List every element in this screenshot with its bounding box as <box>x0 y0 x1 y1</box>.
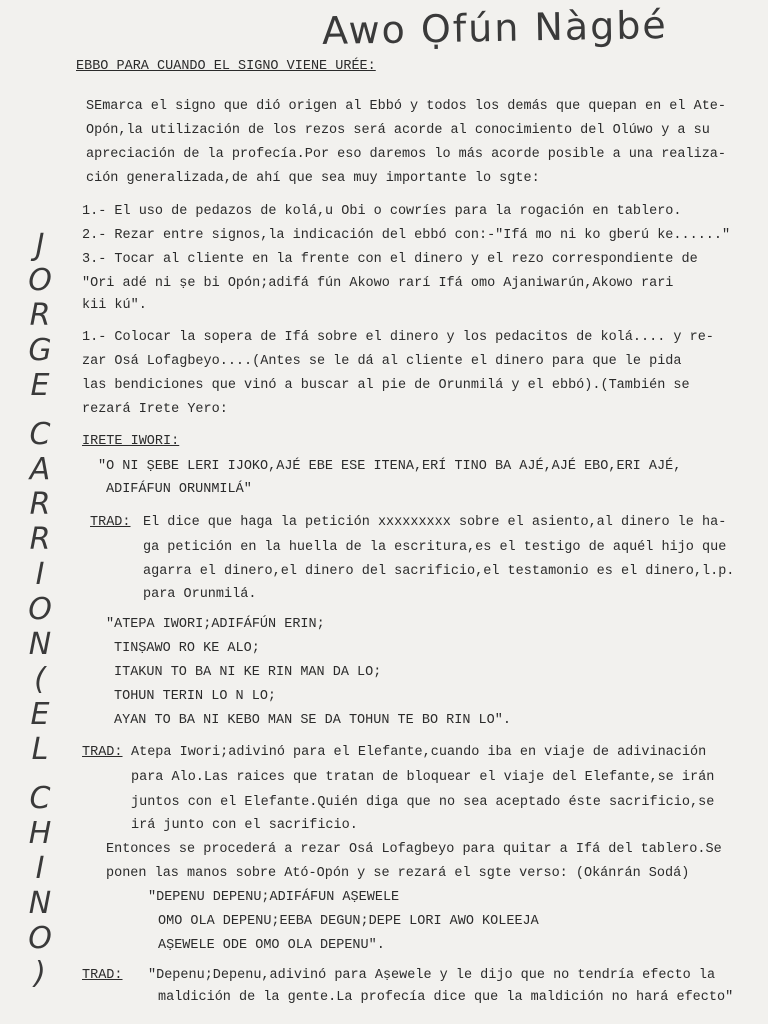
handwritten-letter: G <box>28 333 52 368</box>
trad-line: para Alo.Las raices que tratan de bloquear el viaje del Elefante,se irán <box>131 770 715 785</box>
subheading: IRETE IWORI: <box>82 434 180 449</box>
trad-line: ga petición en la huella de la escritura,es el testigo de aquél hijo que <box>143 540 727 555</box>
trad-line: agarra el dinero,el dinero del sacrificio,el testamonio es el dinero,l.p. <box>143 564 735 579</box>
paragraph-line: SEmarca el signo que dió origen al Ebbó y todos los demás que quepan en el Ate- <box>86 99 727 114</box>
list-item: rezará Irete Yero: <box>82 402 228 417</box>
handwritten-letter: J <box>35 228 45 263</box>
handwritten-letter: ( <box>34 662 46 697</box>
handwritten-letter: R <box>29 487 51 522</box>
trad-line: juntos con el Elefante.Quién diga que no sea aceptado éste sacrificio,se <box>131 795 715 810</box>
handwritten-letter: O <box>28 263 52 298</box>
trad-line: maldición de la gente.La profecía dice que la maldición no hará efecto" <box>158 990 734 1005</box>
paragraph-line: apreciación de la profecía.Por eso daremos lo más acorde posible a una realiza- <box>86 147 727 162</box>
handwritten-letter: ) <box>34 956 46 991</box>
handwritten-letter: R <box>29 522 51 557</box>
verse-line: OMO OLA DEPENU;EEBA DEGUN;DEPE LORI AWO KOLEEJA <box>158 914 539 929</box>
handwritten-letter: O <box>28 592 52 627</box>
list-item: kii kú". <box>82 298 147 313</box>
verse-line: "DEPENU DEPENU;ADIFÁFUN AṢEWELE <box>148 890 400 905</box>
handwritten-letter: A <box>29 452 51 487</box>
handwritten-letter: I <box>35 557 45 592</box>
list-item: 2.- Rezar entre signos,la indicación del ebbó con:-"Ifá mo ni ko gberú ke......" <box>82 228 731 243</box>
verse-line: "O NI ṢEBE LERI IJOKO,AJÉ EBE ESE ITENA,ERÍ TINO BA AJÉ,AJÉ EBO,ERI AJÉ, <box>98 459 682 474</box>
trad-label: TRAD: <box>82 745 123 760</box>
handwritten-letter: I <box>35 851 45 886</box>
handwritten-letter: N <box>28 886 52 921</box>
handwritten-title: Awo Ọfún Nàgbé <box>321 2 669 54</box>
verse-line: TINṢAWO RO KE ALO; <box>114 641 260 656</box>
handwritten-letter: C <box>29 417 51 452</box>
handwritten-letter: E <box>30 697 50 732</box>
list-item: 1.- El uso de pedazos de kolá,u Obi o cowríes para la rogación en tablero. <box>82 204 682 219</box>
trad-label: TRAD: <box>90 515 131 530</box>
paragraph-line: ponen las manos sobre Ató-Opón y se rezará el sgte verso: (Okánrán Sodá) <box>106 866 690 881</box>
section-heading: EBBO PARA CUANDO EL SIGNO VIENE URÉE: <box>76 59 376 74</box>
verse-line: ITAKUN TO BA NI KE RIN MAN DA LO; <box>114 665 382 680</box>
trad-line: "Depenu;Depenu,adivinó para Aṣewele y le dijo que no tendría efecto la <box>148 968 716 983</box>
verse-line: ADIFÁFUN ORUNMILÁ" <box>106 482 252 497</box>
list-item: zar Osá Lofagbeyo....(Antes se le dá al cliente el dinero para que le pida <box>82 354 682 369</box>
paragraph-line: Opón,la utilización de los rezos será acorde al conocimiento del Olúwo y a su <box>86 123 710 138</box>
handwritten-margin-name <box>10 228 70 991</box>
paragraph-line: ción generalizada,de ahí que sea muy importante lo sgte: <box>86 171 540 186</box>
list-item: las bendiciones que vinó a buscar al pie de Orunmilá y el ebbó).(También se <box>82 378 690 393</box>
verse-line: "ATEPA IWORI;ADIFÁFÚN ERIN; <box>106 617 325 632</box>
trad-label: TRAD: <box>82 968 123 983</box>
handwritten-letter: R <box>29 298 51 333</box>
verse-line: AYAN TO BA NI KEBO MAN SE DA TOHUN TE BO RIN LO". <box>114 713 511 728</box>
trad-line: Atepa Iwori;adivinó para el Elefante,cuando iba en viaje de adivinación <box>131 745 707 760</box>
verse-line: AṢEWELE ODE OMO OLA DEPENU". <box>158 938 385 953</box>
trad-line: para Orunmilá. <box>143 587 257 602</box>
handwritten-letter: L <box>31 732 49 767</box>
verse-line: TOHUN TERIN LO N LO; <box>114 689 277 704</box>
handwritten-letter: N <box>28 627 52 662</box>
trad-line: irá junto con el sacrificio. <box>131 818 358 833</box>
list-item: 1.- Colocar la sopera de Ifá sobre el dinero y los pedacitos de kolá.... y re- <box>82 330 714 345</box>
paragraph-line: Entonces se procederá a rezar Osá Lofagbeyo para quitar a Ifá del tablero.Se <box>106 842 722 857</box>
list-item: "Ori adé ni ṣe bi Opón;adifá fún Akowo rarí Ifá omo Ajaniwarún,Akowo rari <box>82 276 674 291</box>
handwritten-letter: O <box>28 921 52 956</box>
handwritten-letter: C <box>29 781 51 816</box>
handwritten-letter: E <box>30 368 50 403</box>
list-item: 3.- Tocar al cliente en la frente con el dinero y el rezo correspondiente de <box>82 252 698 267</box>
handwritten-letter: H <box>28 816 52 851</box>
trad-line: El dice que haga la petición xxxxxxxxx sobre el asiento,al dinero le ha- <box>143 515 727 530</box>
